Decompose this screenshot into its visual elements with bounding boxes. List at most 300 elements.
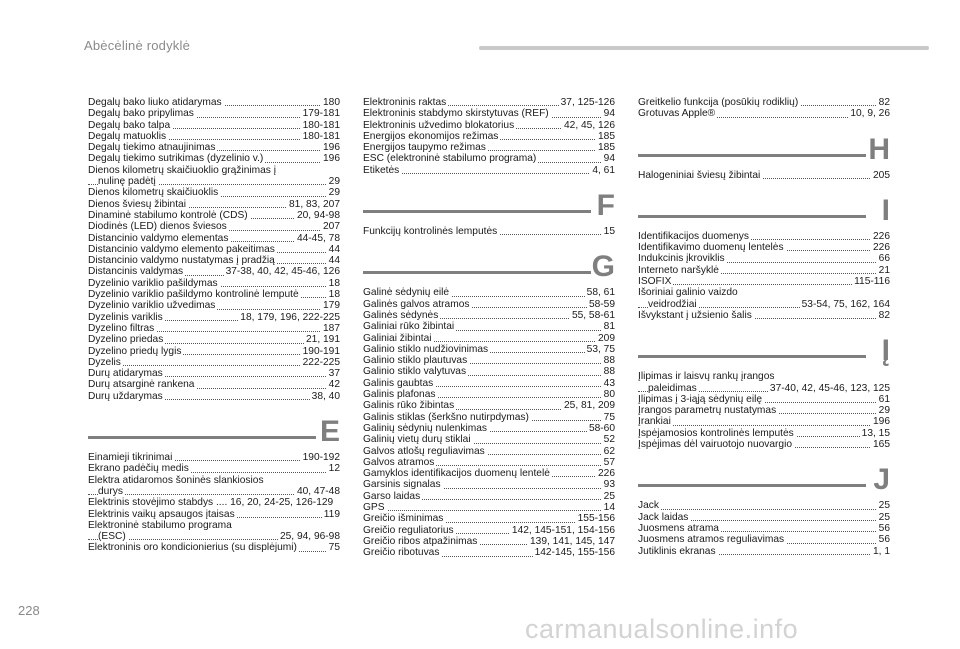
entry-term: Greičio ribotuvas (363, 547, 440, 559)
index-entry[interactable] (88, 255, 340, 266)
entry-pages: 62 (603, 445, 615, 457)
index-entry[interactable] (88, 210, 340, 221)
section-header (363, 250, 615, 284)
entry-term: Degalų tiekimo atnaujinimas (88, 142, 216, 154)
entry-pages: 179 (323, 300, 340, 312)
entry-term: Elektroninis raktas (363, 97, 447, 108)
index-entry[interactable] (363, 400, 615, 411)
index-entry[interactable] (363, 344, 615, 355)
entry-term: Elektroninis oro kondicionierius (su displėjumi) (88, 542, 297, 554)
entry-term: Galinio stiklo nudžiovinimas (363, 343, 489, 355)
index-entry[interactable] (88, 391, 340, 402)
entry-term: Galinis rūko žibintas (363, 400, 455, 412)
entry-term: durys (98, 485, 123, 497)
entry-pages: 142, 145-151, 154-156 (511, 524, 615, 536)
leader-dots (638, 509, 890, 510)
entry-term: Ekrano padėčių medis (88, 463, 189, 475)
entry-pages: 15 (603, 226, 615, 238)
entry-pages: 18 (328, 277, 340, 289)
entry-pages: 185 (598, 130, 615, 142)
entry-term: Dyzelinio variklio pašildymas (88, 277, 218, 289)
entry-term: Diodinės (LED) dienos šviesos (88, 221, 227, 233)
index-entry[interactable] (638, 253, 890, 264)
entry-term: Galinio stiklo valytuvas (363, 366, 467, 378)
page-number: 228 (18, 603, 40, 618)
section-header (88, 415, 340, 449)
entry-term: Einamieji tikrinimai (88, 452, 173, 464)
entry-pages: 155-156 (577, 513, 615, 525)
index-entry[interactable] (88, 199, 340, 210)
index-entry[interactable] (363, 333, 615, 344)
entry-pages: 53-54, 75, 162, 164 (801, 298, 890, 310)
entry-pages: 37 (328, 368, 340, 380)
entry-term: Galiniai rūko žibintai (363, 321, 455, 333)
entry-pages: 94 (603, 108, 615, 120)
index-section (88, 415, 340, 554)
entry-term: Halogeniniai šviesų žibintai (638, 169, 761, 181)
index-entry[interactable] (88, 187, 340, 198)
index-entry[interactable] (638, 546, 890, 557)
index-entry[interactable] (88, 312, 340, 323)
entry-pages: 82 (878, 309, 890, 321)
index-entry[interactable] (88, 542, 340, 553)
entry-pages: 13, 15 (861, 427, 890, 439)
entry-term: Jutiklinis ekranas (638, 545, 716, 557)
section-letter: Į (881, 334, 890, 368)
entry-pages: 56 (878, 534, 890, 546)
index-entry[interactable] (88, 176, 340, 187)
index-entry[interactable] (363, 355, 615, 366)
entry-term: Elektroninis stabdymo skirstytuvas (REF) (363, 108, 549, 120)
entry-pages: 115-116 (854, 276, 890, 288)
index-entry[interactable] (638, 523, 890, 534)
index-entry[interactable] (363, 491, 615, 502)
entry-term: Galinių vietų durų stiklai (363, 434, 471, 446)
entry-term: Indukcinis įkroviklis (638, 253, 725, 265)
entry-term: Jack laidas (638, 511, 689, 523)
header-rule (479, 46, 929, 50)
entry-pages: 187 (323, 322, 340, 334)
index-entry[interactable] (638, 97, 890, 108)
entry-pages: 18, 179, 196, 222-225 (240, 311, 340, 323)
entry-term: Dienos kilometrų skaičiuoklio grąžinimas į (88, 164, 276, 176)
entry-pages: 207 (323, 221, 340, 233)
entry-term: Elektroninė stabilumo programa (88, 519, 232, 531)
entry-pages: 58, 61 (586, 287, 615, 299)
index-entry[interactable] (363, 321, 615, 332)
entry-term: Įspėjimas dėl vairuotojo nuovargio (638, 439, 793, 451)
index-entry[interactable] (363, 502, 615, 513)
entry-pages: 179-181 (302, 108, 340, 120)
entry-term: Išvykstant į užsienio šalis (638, 309, 752, 321)
index-entry[interactable] (638, 394, 890, 405)
section-letter: G (591, 250, 615, 284)
entry-term: Galvos atramos (363, 456, 435, 468)
index-entry[interactable] (638, 383, 890, 394)
entry-pages: 55, 58-61 (571, 309, 615, 321)
index-entry[interactable] (363, 513, 615, 524)
entry-term: Degalų matuoklis (88, 130, 167, 142)
index-entry[interactable] (638, 231, 890, 242)
index-entry[interactable] (363, 378, 615, 389)
index-entry[interactable] (363, 120, 615, 131)
leader-dots (363, 510, 615, 511)
index-entry[interactable] (88, 289, 340, 300)
index-entry[interactable] (638, 416, 890, 427)
index-entry[interactable] (363, 412, 615, 423)
entry-term: Degalų bako pripylimas (88, 108, 194, 120)
entry-term: Dyzelinio variklio pašildymo kontrolinė lemputė (88, 289, 299, 301)
entry-pages: 226 (598, 468, 615, 480)
index-entry[interactable] (88, 266, 340, 277)
entry-pages: 25, 94, 96-98 (279, 531, 340, 543)
index-column-3 (638, 97, 890, 557)
index-entry[interactable] (88, 475, 340, 486)
entry-term: Etiketės (363, 164, 400, 176)
entry-term: Galinės galvos atramos (363, 298, 470, 310)
entry-pages: 66 (878, 253, 890, 265)
index-entry[interactable] (638, 287, 890, 298)
section-letter: E (319, 415, 340, 449)
entry-term: Identifikacijos duomenys (638, 230, 749, 242)
section-rule (638, 484, 866, 487)
entry-term: Funkcijų kontrolinės lemputės (363, 226, 498, 238)
index-entry[interactable] (88, 379, 340, 390)
index-entry[interactable] (363, 536, 615, 547)
entry-pages: 196 (323, 153, 340, 165)
index-entry[interactable] (88, 221, 340, 232)
index-entry[interactable] (88, 531, 340, 542)
index-section (638, 463, 890, 556)
entry-pages: 52 (603, 434, 615, 446)
entry-term: Distancinio valdymo nustatymas į pradžią (88, 255, 275, 267)
index-entry[interactable] (88, 120, 340, 131)
entry-pages: 222-225 (302, 356, 340, 368)
index-entry[interactable] (88, 108, 340, 119)
entry-pages: 4, 61 (592, 164, 615, 176)
entry-pages: 44-45, 78 (296, 232, 340, 244)
entry-term: Juosmens atrama (638, 522, 719, 534)
index-section (363, 97, 615, 176)
entry-pages: 142-145, 155-156 (534, 547, 615, 559)
index-section (638, 194, 890, 321)
index-section (638, 133, 890, 181)
section-header (638, 194, 890, 228)
entry-term: Dienos šviesų žibintai (88, 198, 186, 210)
section-rule (363, 271, 591, 274)
entry-pages: 18 (328, 289, 340, 301)
entry-term: Dyzelinis variklis (88, 311, 163, 323)
index-section (363, 189, 615, 237)
entry-term: nulinę padėtį (98, 176, 156, 188)
entry-term: Galinio stiklo plautuvas (363, 355, 468, 367)
index-entry[interactable] (88, 463, 340, 474)
entry-term: Galinių sėdynių nulenkimas (363, 422, 488, 434)
entry-term: Gamyklos identifikacijos duomenų lentelė (363, 468, 550, 480)
entry-pages: 53, 75 (586, 343, 615, 355)
entry-pages: 21, 191 (306, 334, 340, 346)
index-entry[interactable] (88, 520, 340, 531)
entry-pages: 10, 9, 26 (850, 108, 890, 120)
entry-term: Dyzelino priedų lygis (88, 345, 182, 357)
entry-pages: 165 (873, 439, 890, 451)
entry-pages: 226 (873, 230, 890, 242)
entry-term: GPS (363, 502, 385, 514)
entry-term: Durų atsarginė rankena (88, 379, 195, 391)
entry-pages: 180-181 (302, 119, 340, 131)
entry-term: Grotuvas Apple® (638, 108, 716, 120)
entry-pages: 226 (873, 242, 890, 254)
entry-pages: 42 (328, 379, 340, 391)
entry-term: Degalų bako talpa (88, 119, 171, 131)
entry-pages: 1, 1 (873, 545, 890, 557)
index-entry[interactable] (363, 299, 615, 310)
entry-term: Galinis stiklas (šerkšno nutirpdymas) (363, 411, 529, 423)
entry-pages: 29 (878, 405, 890, 417)
index-entry[interactable] (88, 452, 340, 463)
entry-pages: 25 (878, 511, 890, 523)
entry-pages: 185 (598, 142, 615, 154)
section-letter: J (873, 463, 890, 497)
entry-pages: 180-181 (302, 130, 340, 142)
index-entry[interactable] (363, 226, 615, 237)
entry-term: Dinaminė stabilumo kontrolė (CDS) (88, 209, 248, 221)
entry-term: Jack (638, 500, 659, 512)
entry-term: Elektrinis stovėjimo stabdys .... 16, 20, 24-25, 126-129 (88, 497, 334, 509)
entry-pages: 12 (328, 463, 340, 475)
entry-pages: 58-59 (588, 298, 615, 310)
section-letter: F (596, 189, 615, 223)
entry-term: Galinės sėdynės (363, 309, 439, 321)
entry-pages: 14 (603, 502, 615, 514)
index-entry[interactable] (363, 131, 615, 142)
index-entry[interactable] (88, 278, 340, 289)
index-entry[interactable] (638, 170, 890, 181)
index-entry[interactable] (638, 439, 890, 450)
index-entry[interactable] (363, 287, 615, 298)
index-entry[interactable] (363, 142, 615, 153)
entry-term: Galiniai žibintai (363, 332, 432, 344)
entry-pages: 190-192 (302, 452, 340, 464)
entry-pages: 37-40, 42, 45-46, 123, 125 (769, 382, 890, 394)
index-entry[interactable] (638, 242, 890, 253)
entry-pages: 196 (873, 416, 890, 428)
section-header (638, 133, 890, 167)
entry-term: Įrankiai (638, 416, 671, 428)
entry-pages: 81, 83, 207 (289, 198, 340, 210)
entry-term: Identifikavimo duomenų lentelės (638, 242, 784, 254)
index-entry[interactable] (363, 389, 615, 400)
entry-term: Greičio ribos atpažinimas (363, 535, 478, 547)
entry-pages: 25 (603, 490, 615, 502)
entry-term: Interneto naršyklė (638, 264, 719, 276)
entry-term: Garso laidas (363, 490, 421, 502)
index-entry[interactable] (88, 244, 340, 255)
entry-pages: 37-38, 40, 42, 45-46, 126 (225, 266, 340, 278)
index-entry[interactable] (638, 310, 890, 321)
index-entry[interactable] (363, 108, 615, 119)
entry-term: Degalų bako liuko atidarymas (88, 97, 222, 108)
section-letter: H (868, 132, 890, 166)
index-entry[interactable] (363, 468, 615, 479)
leader-dots (638, 425, 890, 426)
entry-pages: 56 (878, 522, 890, 534)
entry-pages: 40, 47-48 (296, 485, 340, 497)
entry-pages: 44 (328, 255, 340, 267)
entry-term: Galinė sėdynių eilė (363, 287, 450, 299)
entry-term: Dienos kilometrų skaičiuoklis (88, 187, 219, 199)
index-entry[interactable] (363, 457, 615, 468)
index-entry[interactable] (638, 371, 890, 382)
index-entry[interactable] (88, 153, 340, 164)
entry-term: Galinis gaubtas (363, 377, 434, 389)
index-section (638, 97, 890, 120)
index-entry[interactable] (638, 512, 890, 523)
index-section (363, 250, 615, 558)
entry-term: Degalų tiekimo sutrikimas (dyzelinio v.) (88, 153, 264, 165)
index-entry[interactable] (88, 346, 340, 357)
index-entry[interactable] (88, 334, 340, 345)
entry-term: Elektrinis vaikų apsaugos įtaisas (88, 508, 235, 520)
entry-pages: 88 (603, 355, 615, 367)
entry-term: Energijos ekonomijos režimas (363, 130, 499, 142)
entry-pages: 25, 81, 209 (564, 400, 615, 412)
index-entry[interactable] (638, 534, 890, 545)
index-entry[interactable] (363, 165, 615, 176)
entry-pages: 29 (328, 187, 340, 199)
index-entry[interactable] (638, 428, 890, 439)
entry-pages: 81 (603, 321, 615, 333)
entry-term: ISOFIX (638, 276, 672, 288)
index-entry[interactable] (88, 165, 340, 176)
entry-term: Durų uždarymas (88, 390, 163, 402)
entry-term: veidrodžiai (648, 298, 697, 310)
index-entry[interactable] (88, 323, 340, 334)
entry-pages: 88 (603, 366, 615, 378)
index-entry[interactable] (363, 525, 615, 536)
entry-pages: 82 (878, 97, 890, 108)
section-rule (638, 355, 866, 358)
index-entry[interactable] (363, 153, 615, 164)
watermark: carmanualsonline.info (525, 614, 799, 644)
entry-term: Elektra atidaromos šoninės slankiosios (88, 474, 264, 486)
index-entry[interactable] (638, 299, 890, 310)
section-rule (363, 210, 591, 213)
index-entry[interactable] (363, 446, 615, 457)
index-column-1 (88, 97, 340, 554)
entry-term: Įrangos parametrų nustatymas (638, 405, 777, 417)
entry-term: Greičio išminimas (363, 513, 444, 525)
index-entry[interactable] (88, 497, 340, 508)
entry-pages: 61 (878, 393, 890, 405)
index-entry[interactable] (638, 265, 890, 276)
entry-pages: 29 (328, 176, 340, 188)
index-entry[interactable] (363, 366, 615, 377)
index-entry[interactable] (638, 108, 890, 119)
entry-pages: 94 (603, 153, 615, 165)
entry-pages: 57 (603, 456, 615, 468)
index-entry[interactable] (88, 368, 340, 379)
index-entry[interactable] (363, 479, 615, 490)
entry-pages: 93 (603, 479, 615, 491)
index-entry[interactable] (638, 405, 890, 416)
index-entry[interactable] (88, 233, 340, 244)
entry-term: Dyzelino filtras (88, 322, 155, 334)
entry-pages: 190-191 (302, 345, 340, 357)
entry-pages: 205 (873, 169, 890, 181)
section-header (363, 189, 615, 223)
entry-term: (ESC) (98, 531, 126, 543)
index-column-2 (363, 97, 615, 559)
index-entry[interactable] (88, 142, 340, 153)
index-entry[interactable] (88, 131, 340, 142)
index-entry[interactable] (88, 300, 340, 311)
entry-term: Juosmens atramos reguliavimas (638, 534, 785, 546)
entry-term: Distancinis valdymas (88, 266, 184, 278)
entry-pages: 42, 45, 126 (564, 119, 615, 131)
entry-pages: 20, 94-98 (296, 209, 340, 221)
section-rule (638, 154, 866, 157)
entry-term: Greitkelio funkcija (posūkių rodiklių) (638, 97, 799, 108)
index-entry[interactable] (363, 434, 615, 445)
entry-term: Galvos atlošų reguliavimas (363, 445, 485, 457)
index-entry[interactable] (88, 509, 340, 520)
entry-pages: 209 (598, 332, 615, 344)
entry-term: Durų atidarymas (88, 368, 163, 380)
section-header (638, 463, 890, 497)
entry-term: Dyzelis (88, 356, 121, 368)
entry-pages: 58-60 (588, 422, 615, 434)
section-header (638, 334, 890, 368)
entry-term: Galinis plafonas (363, 389, 436, 401)
entry-term: paleidimas (648, 382, 697, 394)
entry-pages: 43 (603, 377, 615, 389)
section-letter: I (881, 193, 890, 227)
index-section (638, 334, 890, 450)
index-entry[interactable] (638, 500, 890, 511)
index-entry[interactable] (363, 97, 615, 108)
entry-term: Dyzelino priedas (88, 334, 164, 346)
entry-term: Garsinis signalas (363, 479, 441, 491)
entry-pages: 25 (878, 500, 890, 512)
page-title: Abėcėlinė rodyklė (84, 38, 191, 53)
index-entry[interactable] (88, 357, 340, 368)
entry-pages: 75 (603, 411, 615, 423)
index-entry[interactable] (638, 276, 890, 287)
entry-term: Distancinio valdymo elementas (88, 232, 229, 244)
index-entry[interactable] (88, 486, 340, 497)
section-rule (88, 436, 316, 439)
entry-pages: 44 (328, 243, 340, 255)
entry-pages: 21 (878, 264, 890, 276)
entry-pages: 180 (323, 97, 340, 108)
entry-pages: 38, 40 (311, 390, 340, 402)
entry-term: Distancinio valdymo elemento pakeitimas (88, 243, 275, 255)
entry-term: ESC (elektroninė stabilumo programa) (363, 153, 537, 165)
section-rule (638, 215, 866, 218)
entry-pages: 196 (323, 142, 340, 154)
index-entry[interactable] (363, 547, 615, 558)
index-entry[interactable] (88, 97, 340, 108)
index-entry[interactable] (363, 423, 615, 434)
entry-term: Greičio reguliatorius (363, 524, 454, 536)
entry-term: Įlipimas ir laisvų rankų įrangos (638, 371, 775, 383)
index-entry[interactable] (363, 310, 615, 321)
entry-term: Energijos taupymo režimas (363, 142, 486, 154)
entry-term: Dyzelinio variklio užvedimas (88, 300, 216, 312)
entry-pages: 75 (328, 542, 340, 554)
entry-term: Įspėjamosios kontrolinės lemputės (638, 427, 794, 439)
